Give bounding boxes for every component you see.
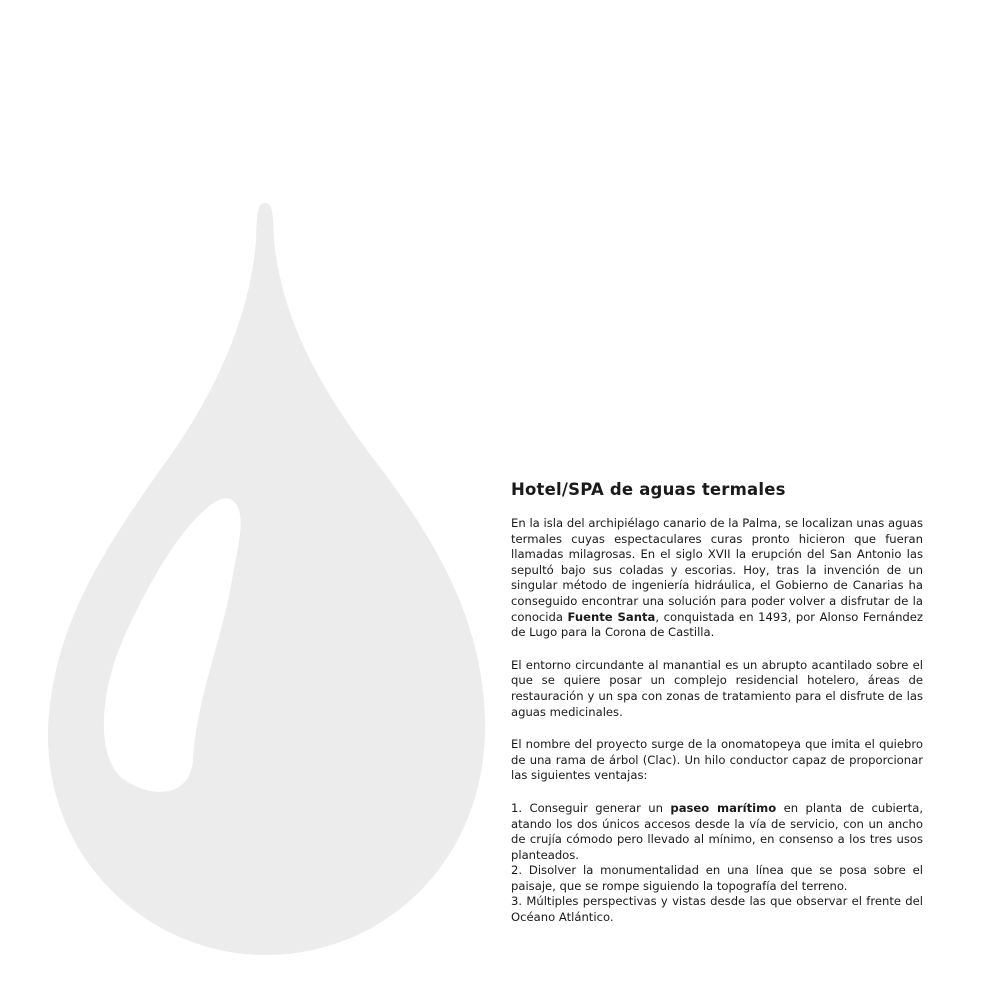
list-item-1-text-1: 1. Conseguir generar un: [511, 800, 671, 815]
description-text-block: [511, 480, 923, 926]
paseo-maritimo-highlight: paseo marítimo: [670, 800, 777, 815]
list-item: 2. Disolver la monumentalidad en una línea que se posa sobre el paisaje, que se rompe siguiendo la topografía del terreno.: [511, 863, 923, 893]
list-item: 3. Múltiples perspectivas y vistas desde las que observar el frente del Océano Atlántico.: [511, 894, 923, 925]
water-drop-shape: [48, 203, 485, 955]
list-item: [511, 801, 923, 863]
fuente-santa-highlight: Fuente Santa: [567, 609, 656, 624]
list-item-1-text-2: en planta de cubierta, atando los dos únicos accesos desde la vía de servicio, con un ancho de crujía cómodo pero llevado al mínimo, en consenso a los tres usos planteados.: [511, 800, 924, 862]
paragraph-history-text-1: En la isla del archipiélago canario de la Palma, se localizan unas aguas termales cuyas espectaculares curas pronto hicieron que fueran llamadas milagrosas. En el siglo XVII la erupción del San Antonio las sepultó bajo sus coladas y escorias. Hoy, tras la invención de un singular método de ingeniería hidráulica, el Gobierno de Canarias ha conseguido encontrar una solución para poder volver a disfrutar de la conocida: [511, 516, 923, 624]
advantages-list: [511, 801, 923, 926]
paragraph-history-text-2: , conquistada en 1493, por Alonso Fernández de Lugo para la Corona de Castilla.: [511, 609, 924, 640]
paragraph-history: [511, 516, 923, 641]
paragraph-project-name: El nombre del proyecto surge de la onomatopeya que imita el quiebro de una rama de árbol (Clac). Un hilo conductor capaz de proporcionar las siguientes ventajas:: [511, 737, 923, 783]
paragraph-site: El entorno circundante al manantial es un abrupto acantilado sobre el que se quiere posar un complejo residencial hotelero, áreas de restauración y un spa con zonas de tratamiento para el disfrute de las aguas medicinales.: [511, 657, 923, 719]
document-title: Hotel/SPA de aguas termales: [511, 480, 786, 499]
